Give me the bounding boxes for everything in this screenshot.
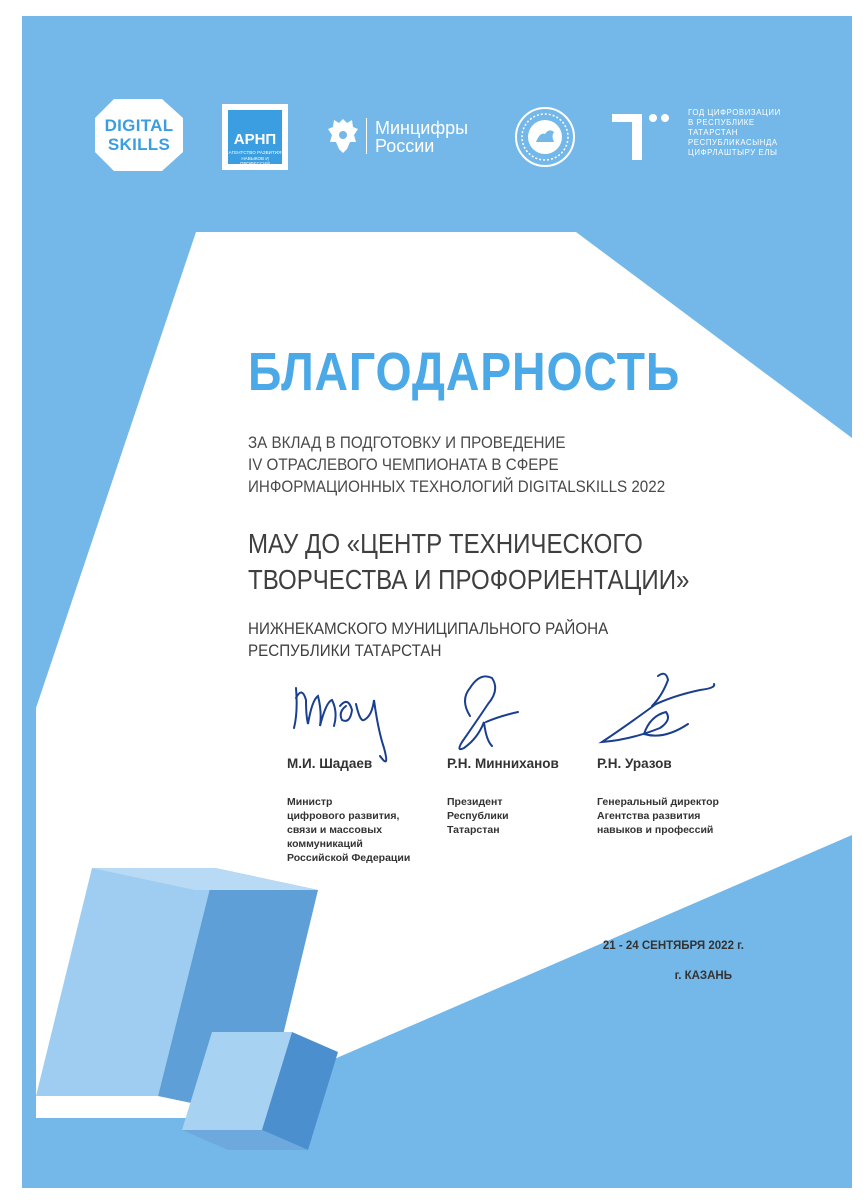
role-line: навыков и профессий xyxy=(597,824,714,836)
arnp-title: АРНП xyxy=(233,131,277,148)
role-line: цифрового развития, xyxy=(287,810,400,822)
signatory-role xyxy=(287,795,437,865)
signature-shadaev xyxy=(294,688,386,761)
mincifry-line1: Минцифры xyxy=(375,118,469,138)
certificate-title: БЛАГОДАРНОСТЬ xyxy=(248,342,681,402)
role-line: Российской Федерации xyxy=(287,852,411,864)
event-dates: 21 - 24 СЕНТЯБРЯ 2022 г. xyxy=(602,940,744,952)
subtitle-line: IV ОТРАСЛЕВОГО ЧЕМПИОНАТА В СФЕРЕ xyxy=(248,456,559,474)
mincifry-line2: России xyxy=(375,136,435,156)
role-line: Республики xyxy=(447,810,509,822)
subtitle-line: ЗА ВКЛАД В ПОДГОТОВКУ И ПРОВЕДЕНИЕ xyxy=(248,434,566,452)
region-line: НИЖНЕКАМСКОГО МУНИЦИПАЛЬНОГО РАЙОНА xyxy=(248,620,609,638)
signatory-role xyxy=(447,795,567,837)
subtitle-line: ИНФОРМАЦИОННЫХ ТЕХНОЛОГИЙ DIGITALSKILLS 2022 xyxy=(248,478,666,496)
role-line: коммуникаций xyxy=(287,838,363,850)
signatory-name: М.И. Шадаев xyxy=(287,756,373,771)
year-line: ЦИФРЛАШТЫРУ ЕЛЫ xyxy=(688,148,778,157)
role-line: Татарстан xyxy=(447,824,500,836)
signature-urazov xyxy=(602,674,714,742)
organization-line: МАУ ДО «ЦЕНТР ТЕХНИЧЕСКОГО xyxy=(248,528,643,559)
role-line: Агентства развития xyxy=(597,810,701,822)
digital-skills-line1: DIGITAL xyxy=(104,116,174,135)
role-line: Министр xyxy=(287,796,333,808)
signature-minnikhanov xyxy=(459,676,518,749)
role-line: Генеральный директор xyxy=(597,796,719,808)
year-line: ГОД ЦИФРОВИЗАЦИИ xyxy=(688,108,781,117)
year-line: ТАТАРСТАН xyxy=(688,128,739,137)
digital-skills-line2: SKILLS xyxy=(107,135,171,154)
role-line: связи и массовых xyxy=(287,824,383,836)
signatory-name: Р.Н. Минниханов xyxy=(447,756,559,771)
event-city: г. КАЗАНЬ xyxy=(674,970,732,982)
region-line: РЕСПУБЛИКИ ТАТАРСТАН xyxy=(248,642,442,660)
year-line: РЕСПУБЛИКАСЫНДА xyxy=(688,138,778,147)
arnp-subtitle: АГЕНТСТВО РАЗВИТИЯ НАВЫКОВ И ПРОФЕССИЙ xyxy=(228,150,282,166)
role-line: Президент xyxy=(447,796,503,808)
signatory-role xyxy=(597,795,767,837)
organization-line: ТВОРЧЕСТВА И ПРОФОРИЕНТАЦИИ» xyxy=(248,564,690,595)
year-line: В РЕСПУБЛИКЕ xyxy=(688,118,755,127)
signatory-name: Р.Н. Уразов xyxy=(597,756,672,771)
